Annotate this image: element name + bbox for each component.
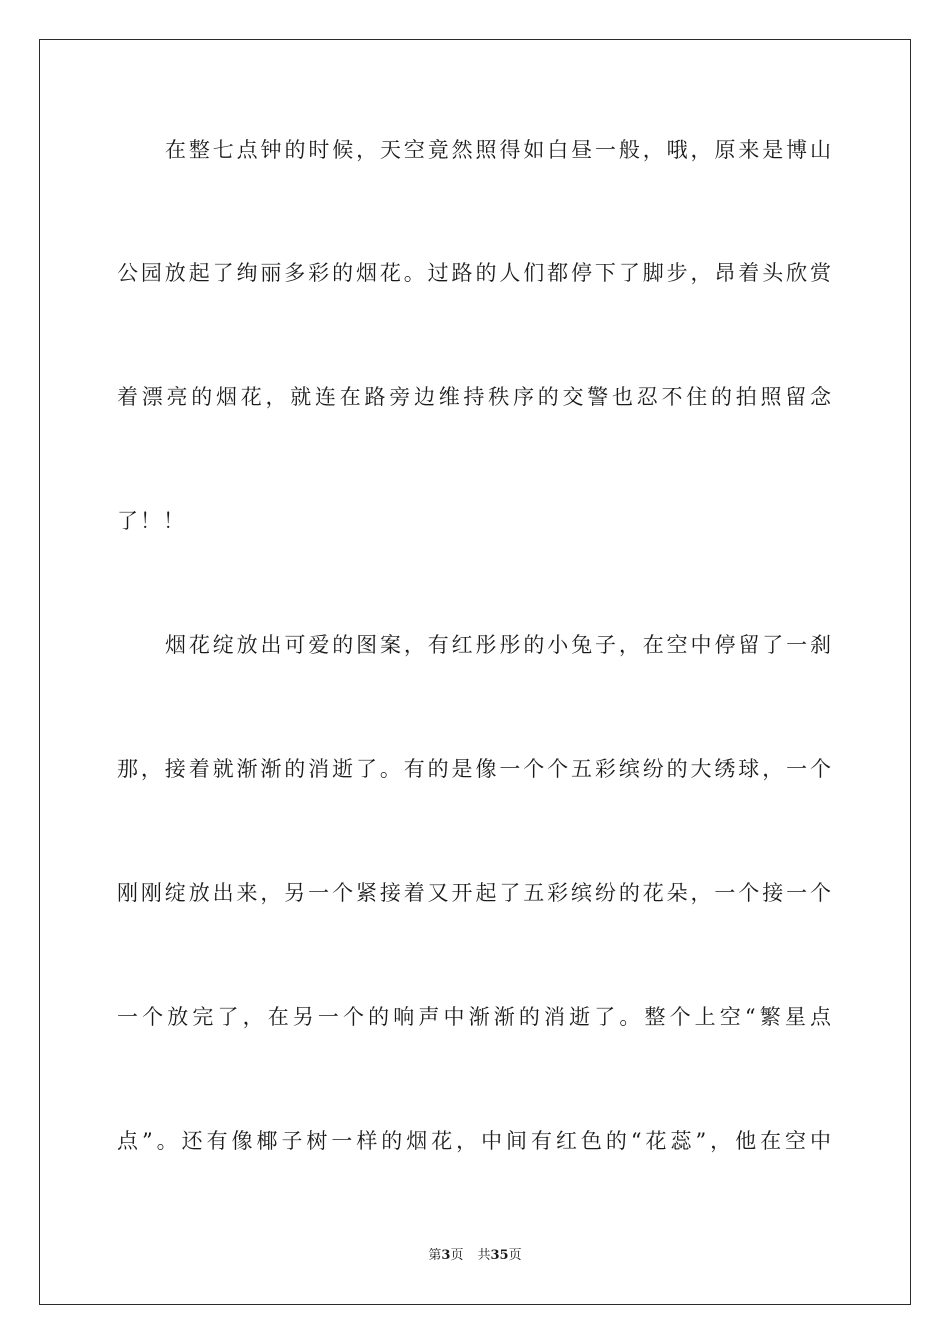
page-label-suffix: 页 xyxy=(450,1248,464,1263)
page-number: 3 xyxy=(441,1248,451,1263)
paragraph-2-line-4: 一个放完了，在另一个的响声中渐渐的消逝了。整个上空“繁星点 xyxy=(117,1005,833,1029)
paragraph-2-line-2: 那，接着就渐渐的消逝了。有的是像一个个五彩缤纷的大绣球，一个 xyxy=(117,757,833,781)
paragraph-1-line-1: 在整七点钟的时候，天空竟然照得如白昼一般，哦，原来是博山 xyxy=(165,138,833,162)
total-label-prefix: 共 xyxy=(477,1248,491,1263)
paragraph-1-line-3: 着漂亮的烟花，就连在路旁边维持秩序的交警也忍不住的拍照留念 xyxy=(117,385,833,409)
total-pages: 35 xyxy=(490,1248,509,1263)
paragraph-1-line-4: 了！！ xyxy=(117,509,186,533)
paragraph-2-line-1: 烟花绽放出可爱的图案，有红彤彤的小兔子，在空中停留了一刹 xyxy=(165,633,833,657)
total-label-suffix: 页 xyxy=(508,1248,522,1263)
paragraph-2-line-5: 点”。还有像椰子树一样的烟花，中间有红色的“花蕊”，他在空中 xyxy=(117,1129,833,1153)
paragraph-1-line-2: 公园放起了绚丽多彩的烟花。过路的人们都停下了脚步，昂着头欣赏 xyxy=(117,261,833,285)
page-footer xyxy=(0,1246,950,1266)
page-border xyxy=(39,39,911,1305)
paragraph-2-line-3: 刚刚绽放出来，另一个紧接着又开起了五彩缤纷的花朵，一个接一个 xyxy=(117,881,833,905)
page-label-prefix: 第 xyxy=(428,1248,442,1263)
